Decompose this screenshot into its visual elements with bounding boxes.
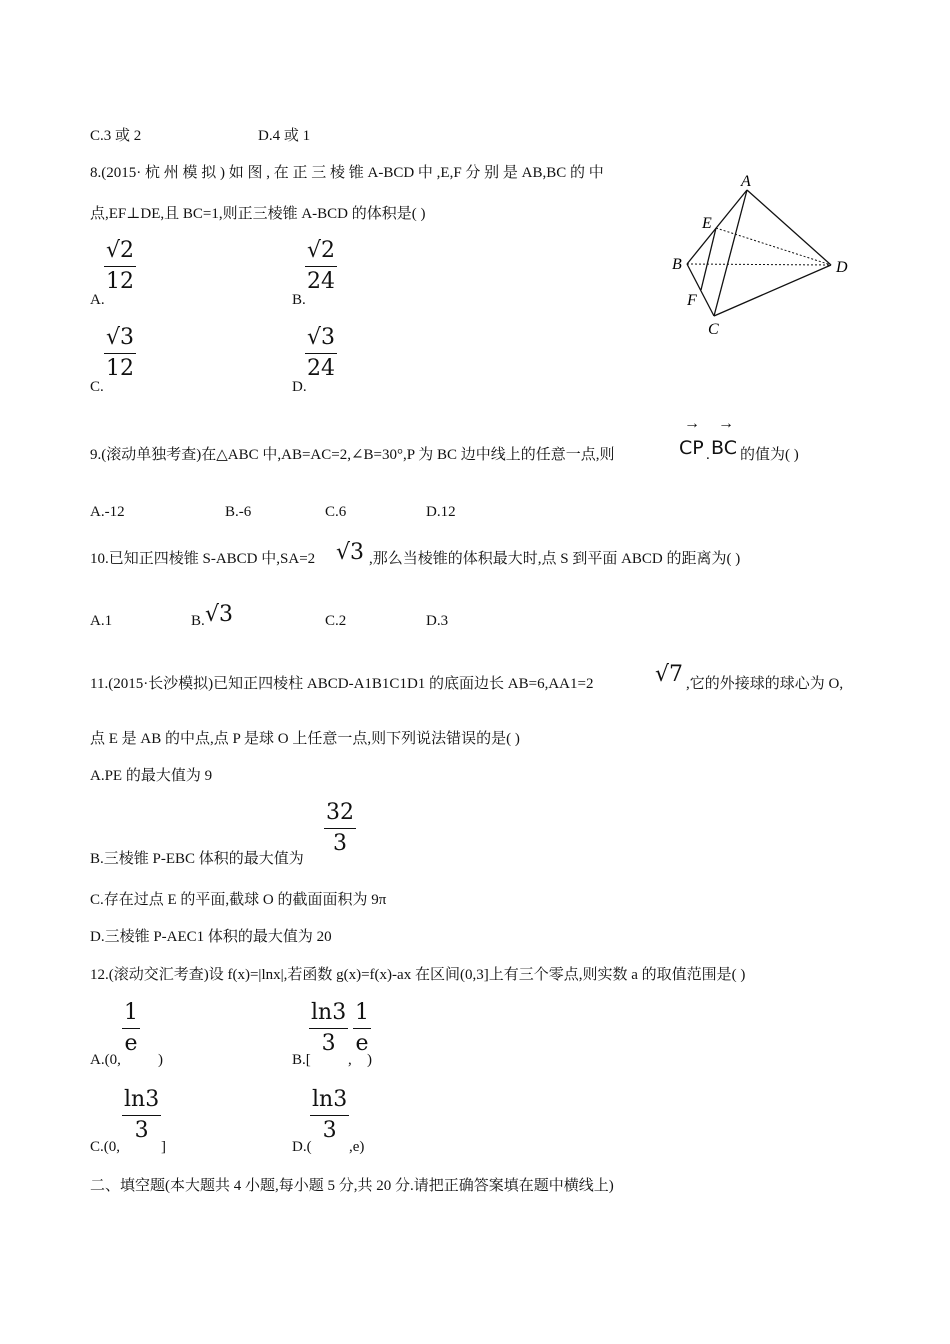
edge-ac bbox=[714, 190, 747, 316]
fraction-denominator: 12 bbox=[106, 269, 134, 294]
q12-option-b-fraction-1 bbox=[309, 1000, 348, 1057]
q12-option-b-sep: , bbox=[348, 1052, 352, 1068]
q8-option-a-label: A. bbox=[90, 292, 105, 308]
q11-option-c: C.存在过点 E 的平面,截球 O 的截面面积为 9π bbox=[90, 892, 387, 908]
q8-option-a-fraction bbox=[104, 238, 136, 295]
q12-option-c-fraction bbox=[122, 1087, 161, 1144]
fraction-denominator: 24 bbox=[307, 356, 335, 381]
fraction-numerator: √2 bbox=[106, 238, 135, 263]
q12-option-d-pre: D.( bbox=[292, 1139, 312, 1155]
q10-radical: √3 bbox=[336, 540, 365, 565]
q8-option-d-fraction bbox=[305, 325, 337, 382]
q12-stem: 12.(滚动交汇考查)设 f(x)=|lnx|,若函数 g(x)=f(x)-ax 在区间(0,3]上有三个零点,则实数 a 的取值范围是( ) bbox=[90, 967, 746, 983]
q8-option-b-fraction bbox=[305, 238, 337, 295]
q12-option-b-fraction-2 bbox=[353, 1000, 371, 1057]
edge-cd bbox=[714, 265, 831, 316]
q12-option-d-post: ,e) bbox=[349, 1139, 365, 1155]
fraction-numerator: ln3 bbox=[124, 1087, 160, 1112]
q12-option-b-pre: B.[ bbox=[292, 1052, 311, 1068]
vertex-label-d: D bbox=[836, 259, 848, 276]
q11-stem-pre: 11.(2015·长沙模拟)已知正四棱柱 ABCD-A1B1C1D1 的底面边长 AB=6,AA1=2 bbox=[90, 676, 594, 692]
q8-stem-line2: 点,EF⊥DE,且 BC=1,则正三棱锥 A-BCD 的体积是( ) bbox=[90, 206, 426, 222]
q7-option-c: C.3 或 2 bbox=[90, 128, 142, 144]
q9-stem-pre: 9.(滚动单独考查)在△ABC 中,AB=AC=2,∠B=30°,P 为 BC 边中线上的任意一点,则 bbox=[90, 447, 615, 463]
q12-option-d-fraction bbox=[310, 1087, 349, 1144]
q10-stem-pre: 10.已知正四棱锥 S-ABCD 中,SA=2 bbox=[90, 551, 316, 567]
q12-option-a-post: ) bbox=[158, 1052, 163, 1068]
q10-option-d: D.3 bbox=[426, 613, 449, 629]
q12-option-a-pre: A.(0, bbox=[90, 1052, 121, 1068]
q10-option-a: A.1 bbox=[90, 613, 113, 629]
vertex-label-b: B bbox=[672, 256, 682, 273]
q12-option-b-post: ) bbox=[367, 1052, 372, 1068]
fraction-numerator: 1 bbox=[355, 1000, 369, 1025]
q10-option-b-radical: √3 bbox=[205, 602, 234, 627]
q9-option-d: D.12 bbox=[426, 504, 456, 520]
q8-option-d-label: D. bbox=[292, 379, 307, 395]
q9-option-c: C.6 bbox=[325, 504, 347, 520]
vector-arrow-bc: → bbox=[718, 415, 734, 432]
q8-option-c-label: C. bbox=[90, 379, 104, 395]
q12-option-c-pre: C.(0, bbox=[90, 1139, 120, 1155]
q8-option-b-label: B. bbox=[292, 292, 306, 308]
fraction-numerator: √3 bbox=[307, 325, 336, 350]
q11-radical: √7 bbox=[655, 662, 684, 687]
vertex-label-c: C bbox=[708, 321, 719, 338]
fraction-numerator: ln3 bbox=[311, 1000, 347, 1025]
edge-ad bbox=[747, 190, 831, 265]
q11-option-b-fraction bbox=[324, 800, 356, 857]
vector-cp: CP bbox=[679, 437, 704, 459]
q11-option-d: D.三棱锥 P-AEC1 体积的最大值为 20 bbox=[90, 929, 332, 945]
fraction-numerator: 1 bbox=[124, 1000, 138, 1025]
fraction-numerator: √2 bbox=[307, 238, 336, 263]
dot-product-symbol: . bbox=[706, 447, 710, 463]
q9-option-b: B.-6 bbox=[225, 504, 252, 520]
edge-bd-hidden bbox=[687, 264, 831, 265]
q10-option-b-label: B. bbox=[191, 613, 205, 629]
fraction-denominator: e bbox=[355, 1031, 369, 1056]
vector-bc: BC bbox=[711, 437, 737, 459]
q12-option-a-fraction bbox=[122, 1000, 140, 1057]
q11-stem-post: ,它的外接球的球心为 O, bbox=[686, 676, 844, 692]
vertex-label-a: A bbox=[741, 173, 751, 190]
q10-option-c: C.2 bbox=[325, 613, 347, 629]
fraction-numerator: √3 bbox=[106, 325, 135, 350]
q9-option-a: A.-12 bbox=[90, 504, 125, 520]
fraction-denominator: 12 bbox=[106, 356, 134, 381]
q8-stem-line1: 8.(2015· 杭 州 模 拟 ) 如 图 , 在 正 三 棱 锥 A-BCD 中 ,E,F 分 别 是 AB,BC 的 中 bbox=[90, 165, 604, 181]
q11-stem-line2: 点 E 是 AB 的中点,点 P 是球 O 上任意一点,则下列说法错误的是( ) bbox=[90, 731, 520, 747]
q7-option-d: D.4 或 1 bbox=[258, 128, 311, 144]
q9-stem-post: 的值为( ) bbox=[740, 447, 799, 463]
point-label-e: E bbox=[702, 215, 712, 232]
fraction-denominator: 3 bbox=[322, 1118, 337, 1143]
vector-arrow-cp: → bbox=[684, 415, 700, 432]
q11-option-a: A.PE 的最大值为 9 bbox=[90, 768, 213, 784]
fraction-numerator: ln3 bbox=[312, 1087, 348, 1112]
q11-option-b: B.三棱锥 P-EBC 体积的最大值为 bbox=[90, 851, 304, 867]
q12-option-c-post: ] bbox=[161, 1139, 166, 1155]
edge-ab bbox=[687, 190, 747, 264]
q10-stem-post: ,那么当棱锥的体积最大时,点 S 到平面 ABCD 的距离为( ) bbox=[369, 551, 741, 567]
section-heading-fill-in: 二、填空题(本大题共 4 小题,每小题 5 分,共 20 分.请把正确答案填在题中横线上) bbox=[90, 1178, 614, 1194]
fraction-denominator: 3 bbox=[321, 1031, 336, 1056]
q8-option-c-fraction bbox=[104, 325, 136, 382]
tetrahedron-figure bbox=[665, 168, 865, 343]
fraction-denominator: 3 bbox=[333, 831, 347, 856]
fraction-numerator: 32 bbox=[326, 800, 354, 825]
segment-ed-hidden bbox=[716, 228, 831, 265]
fraction-denominator: 24 bbox=[307, 269, 335, 294]
fraction-denominator: e bbox=[124, 1031, 138, 1056]
point-label-f: F bbox=[687, 292, 697, 309]
fraction-denominator: 3 bbox=[134, 1118, 149, 1143]
